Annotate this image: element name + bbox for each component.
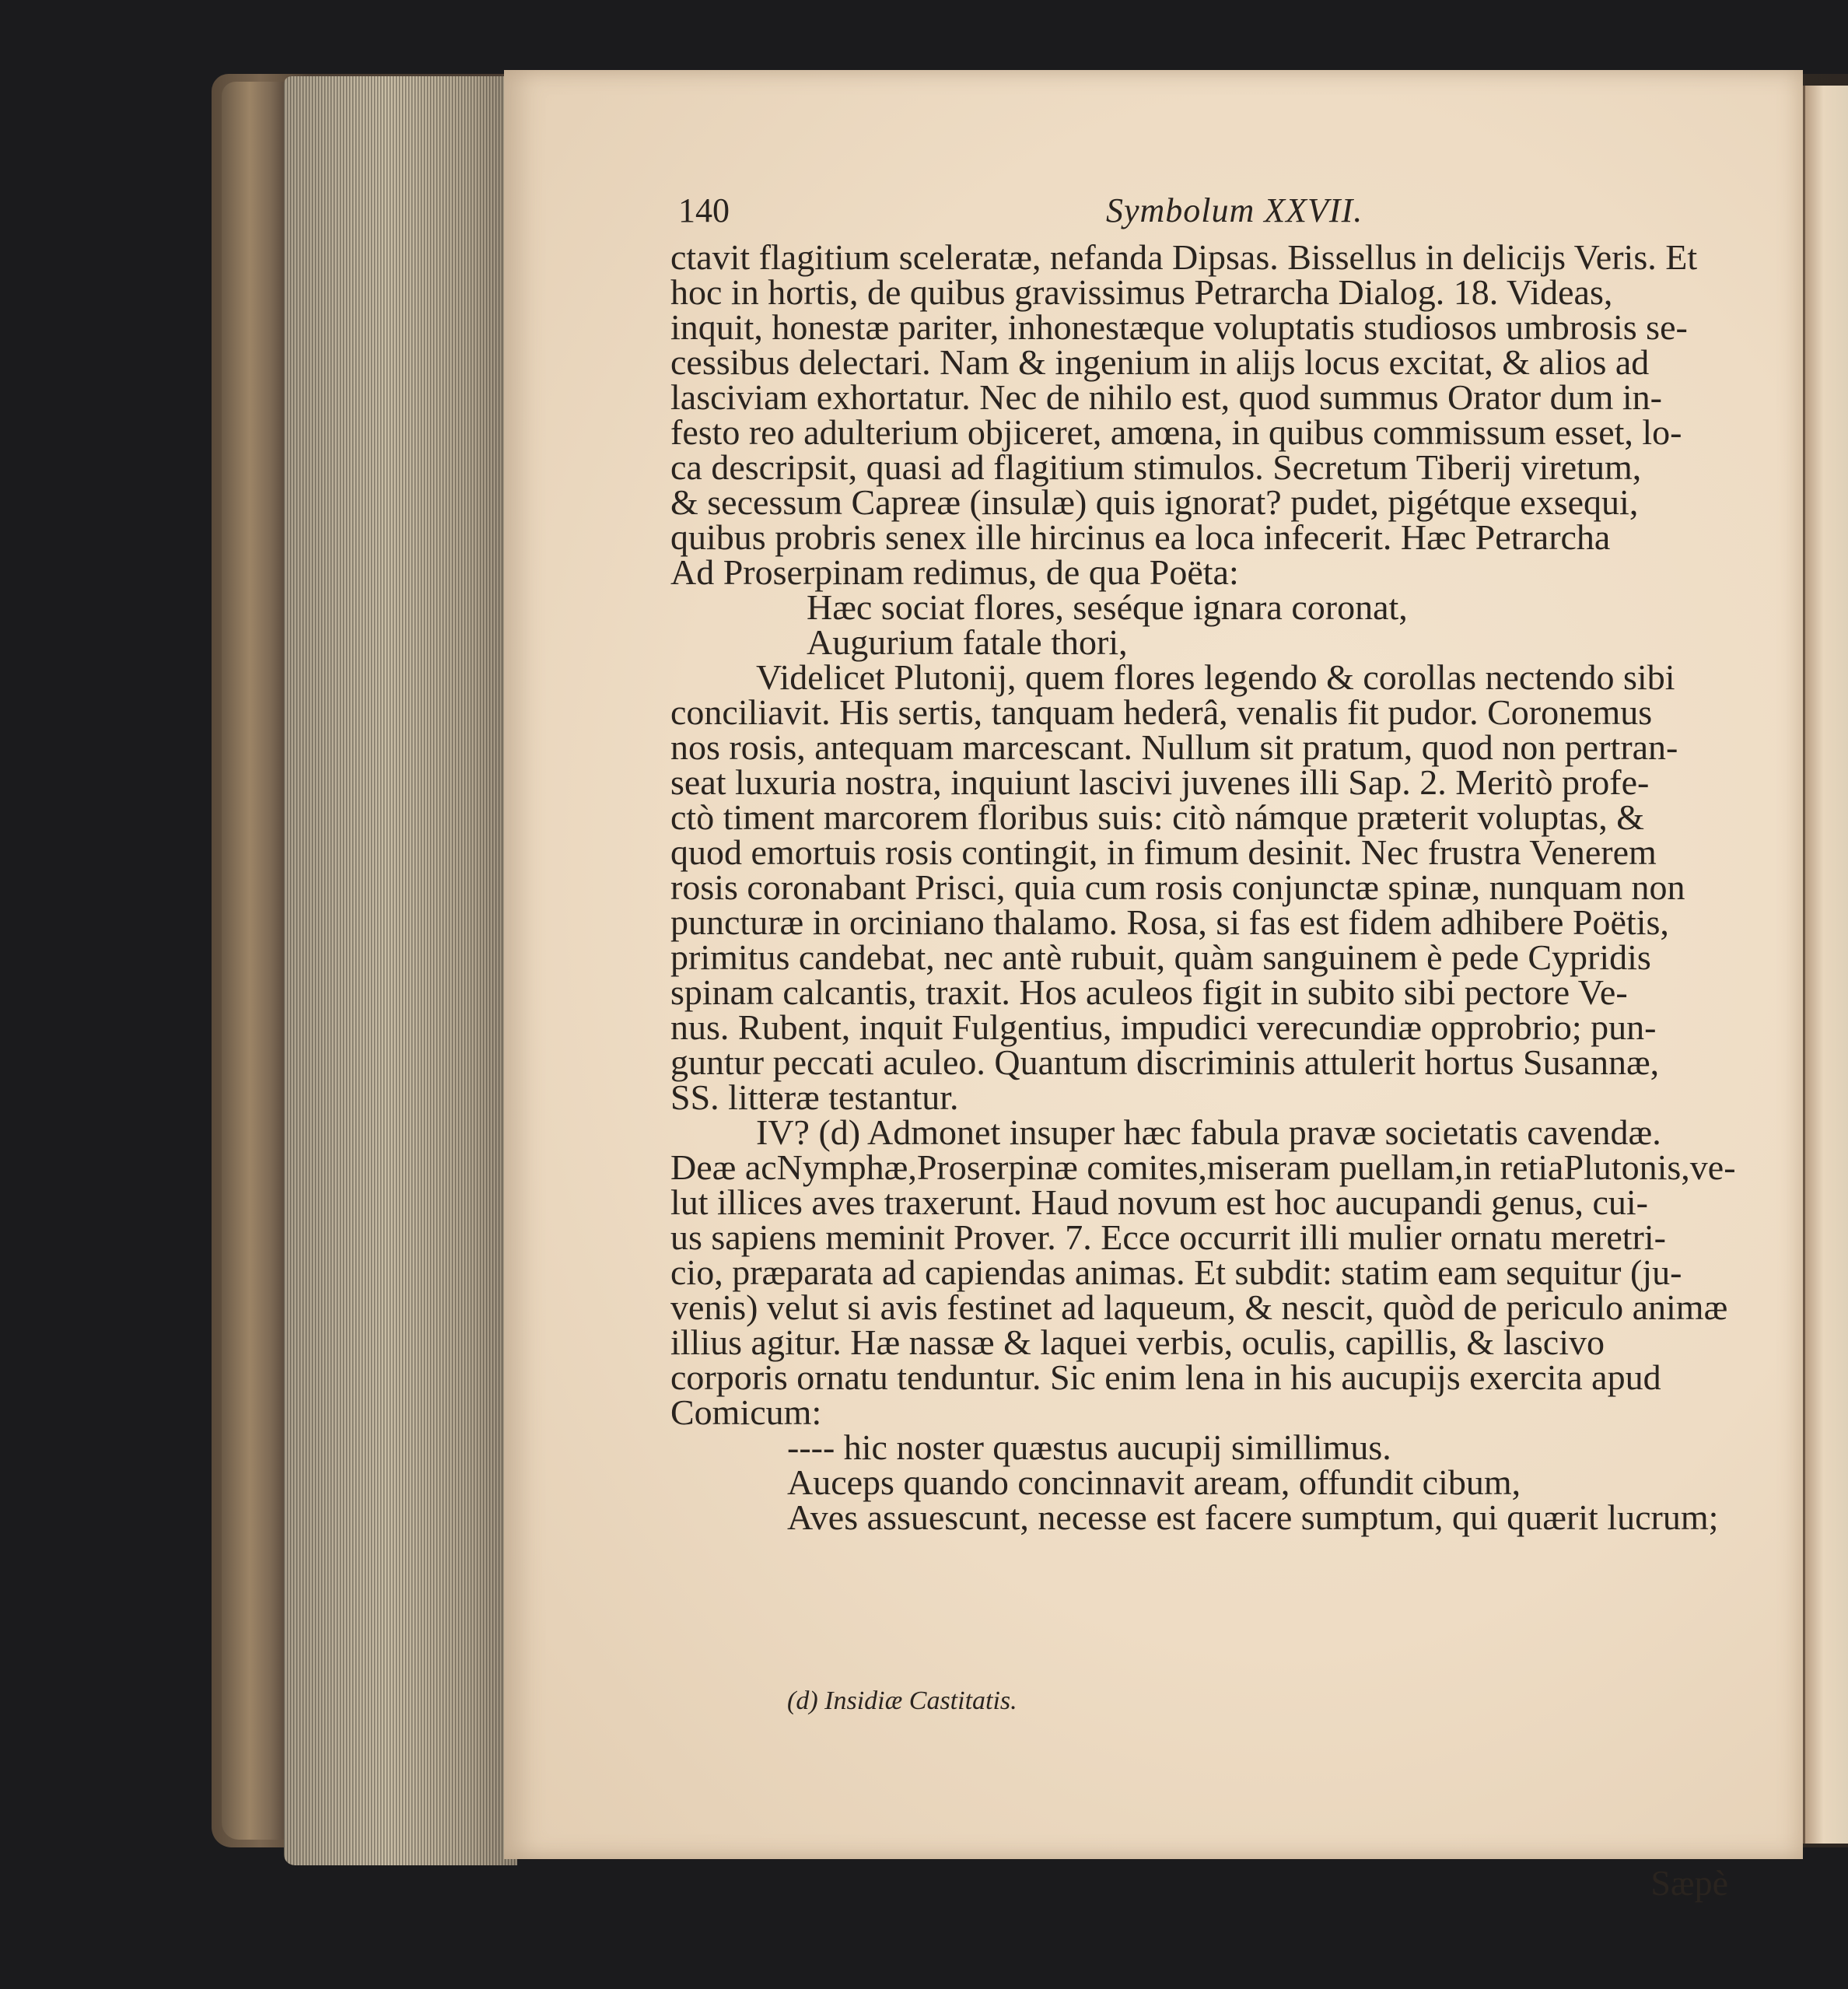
text-line: festo reo adulterium objiceret, amœna, in quibus commissum esset, lo-	[670, 412, 1682, 452]
book-spine	[222, 82, 292, 1840]
text-line: lut illices aves traxerunt. Haud novum est hoc aucupandi genus, cui-	[670, 1182, 1648, 1222]
text-line: venis) velut si avis festinet ad laqueum, & nescit, quòd de periculo animæ	[670, 1287, 1728, 1327]
paragraph-2	[670, 657, 1752, 1117]
paragraph-3	[670, 1112, 1752, 1432]
verse-line: Augurium fatale thori,	[807, 622, 1128, 662]
text-line: ca descripsit, quasi ad flagitium stimulos. Secretum Tiberij viretum,	[670, 447, 1642, 487]
text-line: nos rosis, antequam marcescant. Nullum sit pratum, quod non pertran-	[670, 727, 1678, 767]
text-line: us sapiens meminit Prover. 7. Ecce occurrit illi mulier ornatu meretri-	[670, 1217, 1666, 1257]
text-line: ctò timent marcorem floribus suis: citò námque præterit voluptas, &	[670, 797, 1644, 837]
page-header	[670, 193, 1752, 240]
verse-quote-1	[670, 587, 1752, 662]
text-line: Videlicet Plutonij, quem flores legendo & corollas nectendo sibi	[756, 657, 1675, 697]
text-line: seat luxuria nostra, inquiunt lascivi juvenes illi Sap. 2. Meritò profe-	[670, 762, 1650, 802]
verse-line: Aves assuescunt, necesse est facere sumptum, qui quærit lucrum;	[787, 1497, 1719, 1537]
text-line: illius agitur. Hæ nassæ & laquei verbis, oculis, capillis, & lascivo	[670, 1322, 1605, 1362]
text-line: inquit, honestæ pariter, inhonestæque voluptatis studiosos umbrosis se-	[670, 307, 1688, 347]
verse-quote-2	[670, 1427, 1752, 1537]
page-block-edge	[284, 76, 517, 1865]
text-line: IV? (d) Admonet insuper hæc fabula pravæ societatis cavendæ.	[756, 1112, 1661, 1152]
text-line: cio, præparata ad capiendas animas. Et subdit: statim eam sequitur (ju-	[670, 1252, 1682, 1292]
text-line: lasciviam exhortatur. Nec de nihilo est, quod summus Orator dum in-	[670, 377, 1662, 417]
text-line: puncturæ in orciniano thalamo. Rosa, si fas est fidem adhibere Poëtis,	[670, 902, 1669, 942]
text-line: cessibus delectari. Nam & ingenium in alijs locus excitat, & alios ad	[670, 342, 1650, 382]
text-line: guntur peccati aculeo. Quantum discriminis attulerit hortus Susannæ,	[670, 1042, 1660, 1082]
page-number: 140	[678, 191, 730, 229]
footnote: (d) Insidiæ Castitatis.	[787, 1686, 1017, 1715]
paragraph-1	[670, 237, 1752, 592]
facing-page-edge	[1803, 86, 1848, 1844]
text-line: spinam calcantis, traxit. Hos aculeos figit in subito sibi pectore Ve-	[670, 972, 1628, 1012]
text-line: ctavit flagitium sceleratæ, nefanda Dipsas. Bissellus in delicijs Veris. Et	[670, 237, 1698, 277]
verse-line: ---- hic noster quæstus aucupij simillimus.	[787, 1427, 1391, 1467]
catchword: Sæpè	[1650, 1863, 1728, 1903]
verse-line: Auceps quando concinnavit aream, offundit cibum,	[787, 1462, 1521, 1502]
text-line: Ad Proserpinam redimus, de qua Poëta:	[670, 552, 1239, 592]
text-line: SS. litteræ testantur.	[670, 1077, 959, 1117]
text-line: quibus probris senex ille hircinus ea loca infecerit. Hæc Petrarcha	[670, 517, 1611, 557]
text-line: & secessum Capreæ (insulæ) quis ignorat? pudet, pigétque exsequi,	[670, 482, 1639, 522]
text-line: hoc in hortis, de quibus gravissimus Petrarcha Dialog. 18. Videas,	[670, 272, 1613, 312]
text-line: Deæ acNymphæ,Proserpinæ comites,miseram puellam,in retiaPlutonis,ve-	[670, 1147, 1736, 1187]
verse-line: Hæc sociat flores, seséque ignara coronat,	[807, 587, 1408, 627]
text-line: corporis ornatu tenduntur. Sic enim lena in his aucupijs exercita apud	[670, 1357, 1661, 1397]
text-line: nus. Rubent, inquit Fulgentius, impudici verecundiæ opprobrio; pun-	[670, 1007, 1657, 1047]
running-head: Symbolum XXVII.	[1106, 191, 1363, 229]
text-line: conciliavit. His sertis, tanquam hederâ, venalis fit pudor. Coronemus	[670, 692, 1653, 732]
text-line: rosis coronabant Prisci, quia cum rosis conjunctæ spinæ, nunquam non	[670, 867, 1685, 907]
text-line: quod emortuis rosis contingit, in fimum desinit. Nec frustra Venerem	[670, 832, 1657, 872]
text-line: primitus candebat, nec antè rubuit, quàm sanguinem è pede Cypridis	[670, 937, 1651, 977]
text-line: Comicum:	[670, 1392, 822, 1432]
